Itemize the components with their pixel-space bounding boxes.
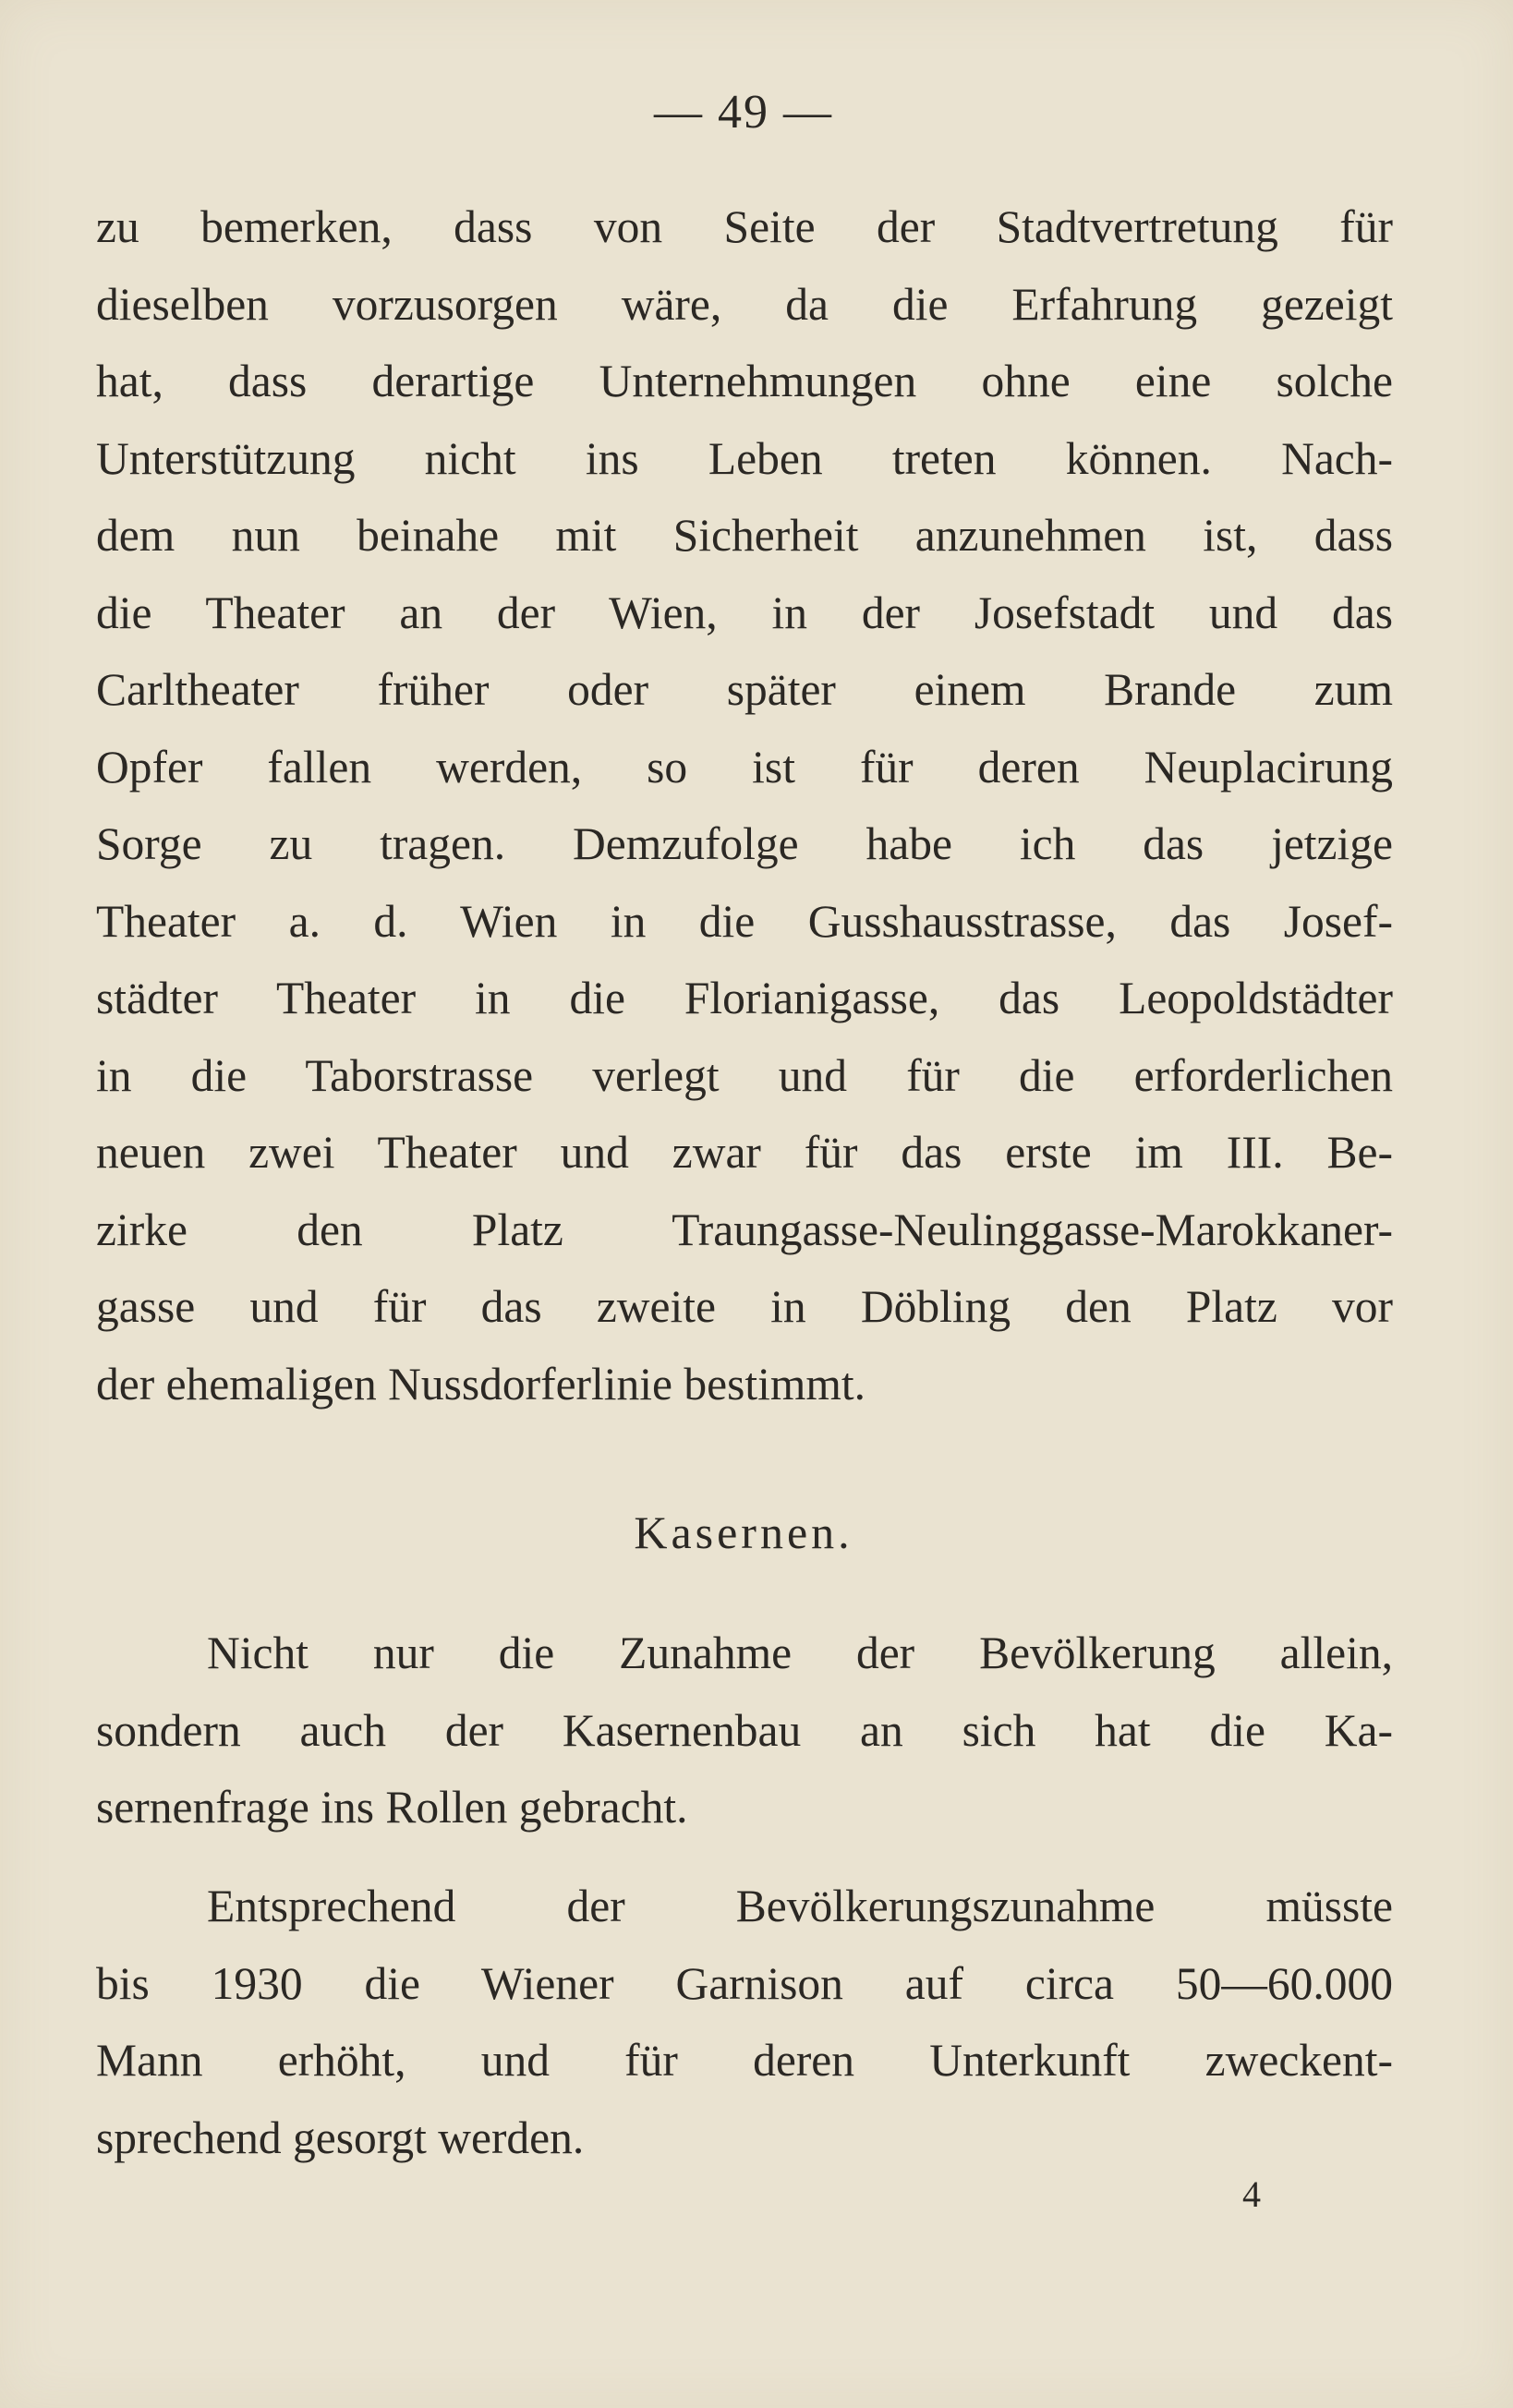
text-line: gasse und für das zweite in Döbling den Platz vor: [96, 1281, 1393, 1332]
text-line: sernenfrage ins Rollen gebracht.: [96, 1782, 688, 1833]
text-line: Opfer fallen werden, so ist für deren Neuplacirung: [96, 741, 1393, 793]
text-line: in die Taborstrasse verlegt und für die erforderlichen: [96, 1049, 1393, 1101]
text-line: städter Theater in die Florianigasse, das Leopoldstädter: [96, 973, 1393, 1023]
section-heading: Kasernen.: [634, 1507, 853, 1558]
text-line: sondern auch der Kasernenbau an sich hat die Ka-: [96, 1704, 1393, 1756]
text-line: der ehemaligen Nussdorferlinie bestimmt.: [96, 1358, 866, 1410]
text-line: Entsprechend der Bevölkerungszunahme müsste: [207, 1881, 1393, 1931]
paragraph-kasernen-intro: [96, 1615, 1393, 1846]
text-line: Mann erhöht, und für deren Unterkunft zweckent-: [96, 2035, 1393, 2086]
signature-mark: 4: [1242, 2173, 1261, 2215]
paragraph-garnison: [96, 1868, 1393, 2176]
text-line: hat, dass derartige Unternehmungen ohne eine solche: [96, 356, 1393, 406]
text-line: zirke den Platz Traungasse-Neulinggasse-Marokkaner-: [96, 1204, 1393, 1255]
text-line: sprechend gesorgt werden.: [96, 2112, 585, 2163]
text-line: Nicht nur die Zunahme der Bevölkerung allein,: [207, 1628, 1393, 1678]
text-line: Unterstützung nicht ins Leben treten können. Nach-: [96, 432, 1393, 484]
paragraph-theaters: [96, 188, 1393, 1422]
page-number: — 49 —: [654, 86, 833, 139]
text-line: die Theater an der Wien, in der Josefstadt und das: [96, 587, 1393, 638]
text-line: zu bemerken, dass von Seite der Stadtvertretung für: [96, 201, 1393, 252]
text-line: Carltheater früher oder später einem Brande zum: [96, 664, 1393, 715]
text-line: Theater a. d. Wien in die Gusshausstrasse, das Josef-: [96, 895, 1393, 947]
text-line: Sorge zu tragen. Demzufolge habe ich das jetzige: [96, 818, 1393, 869]
text-line: dem nun beinahe mit Sicherheit anzunehmen ist, dass: [96, 510, 1393, 561]
text-line: bis 1930 die Wiener Garnison auf circa 50—60.000: [96, 1957, 1393, 2009]
text-line: dieselben vorzusorgen wäre, da die Erfahrung gezeigt: [96, 278, 1393, 330]
text-line: neuen zwei Theater und zwar für das erste im III. Be-: [96, 1127, 1393, 1178]
